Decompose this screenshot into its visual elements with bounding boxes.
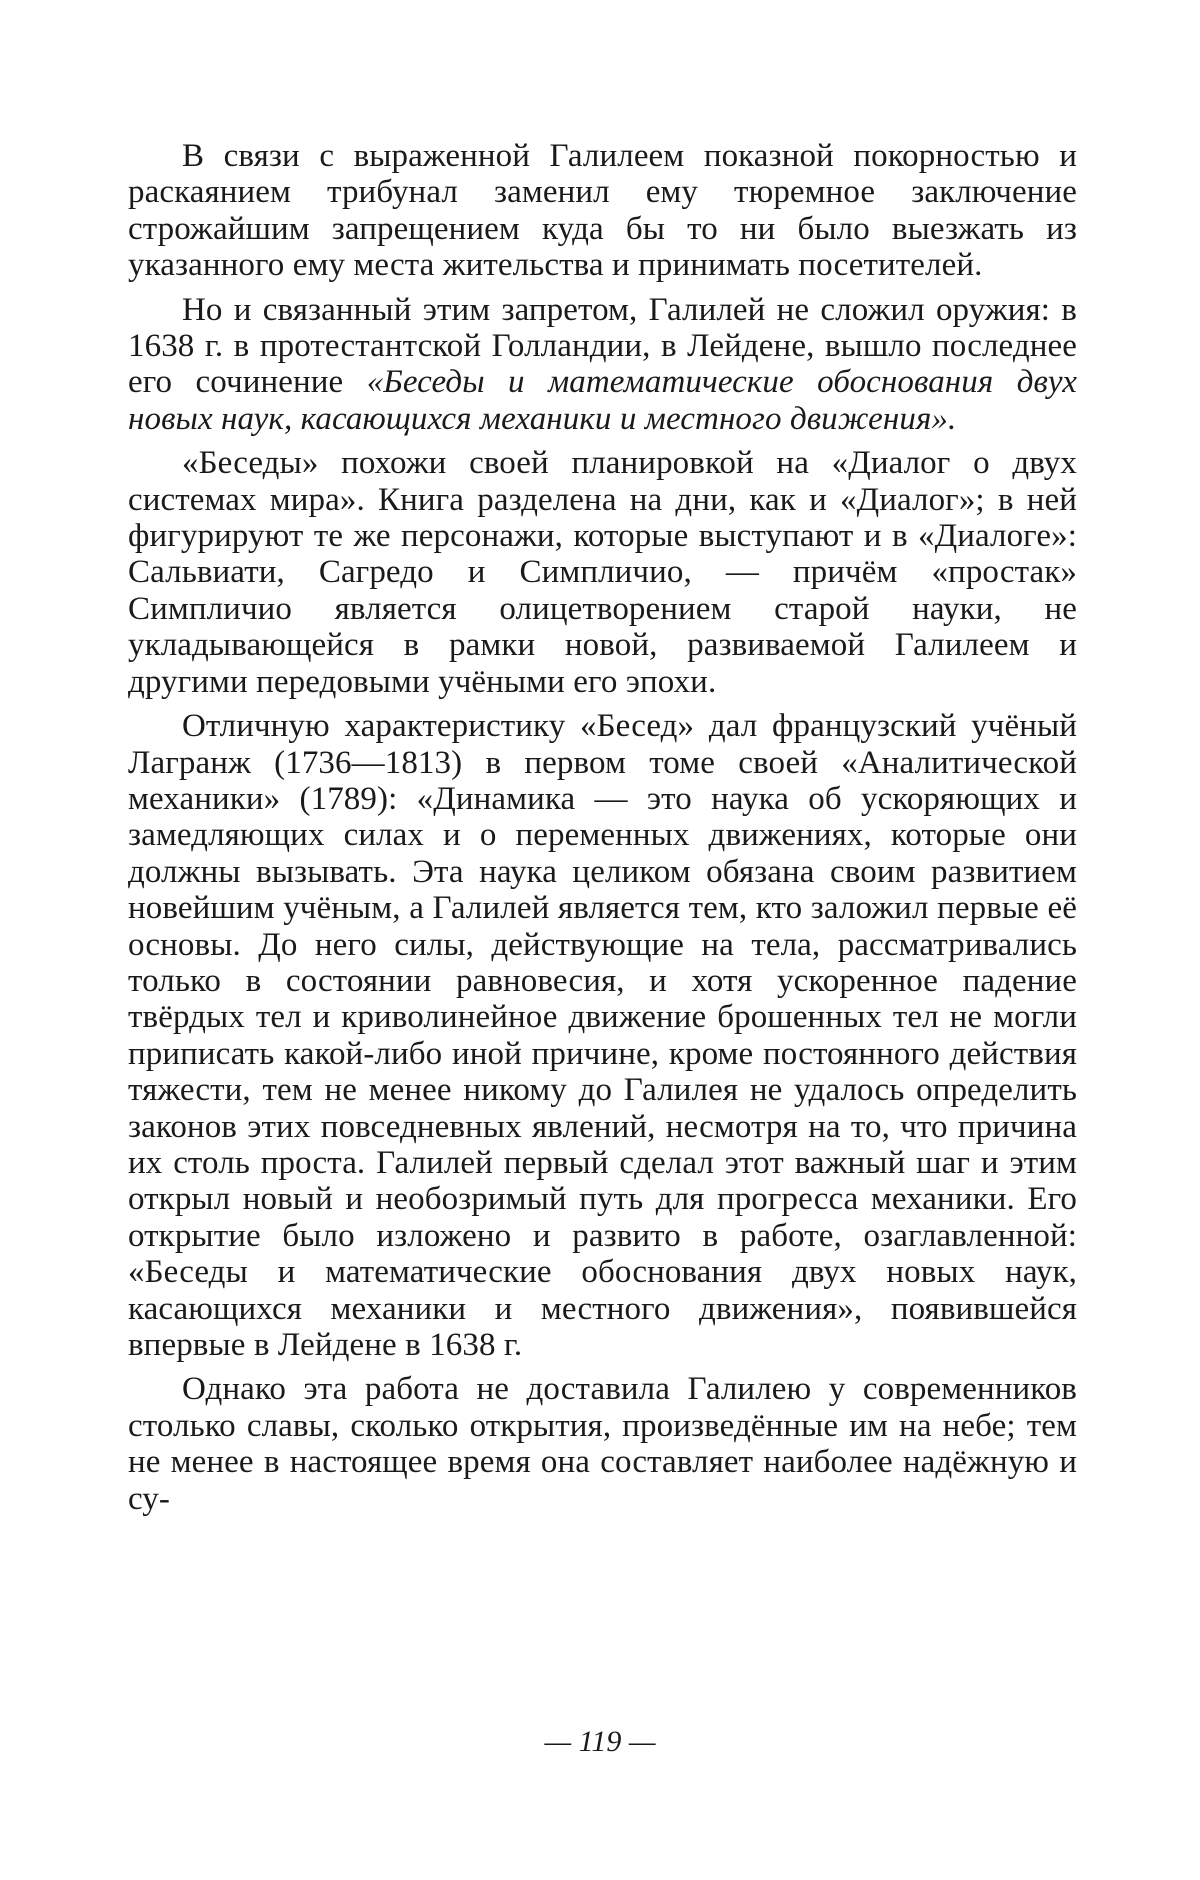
paragraph-3-text: «Беседы» похожи своей планировкой на «Диалог о двух системах мира». Книга разделена на дни, как и «Диалог»; в ней фигурируют те же персонажи, которые выступают и в «Диалоге»: Сальвиати, Сагредо и Симпличио, — причём «простак» Симпличио является олицетворением старой науки, не укладывающейся в рамки новой, развиваемой Галилеем и другими передовыми учёными его эпохи.	[128, 445, 1077, 700]
paragraph-4	[128, 708, 1077, 1363]
paragraph-4-text: Отличную характеристику «Бесед» дал французский учёный Лагранж (1736—1813) в первом томе своей «Аналитической механики» (1789): «Динамика — это наука об ускоряющих и замедляющих силах и о переменных движениях, которые они должны вызывать. Эта наука целиком обязана своим развитием новейшим учёным, а Галилей является тем, кто заложил первые её основы. До него силы, действующие на тела, рассматривались только в состоянии равновесия, и хотя ускоренное падение твёрдых тел и криволинейное движение брошенных тел не могли приписать какой-либо иной причине, кроме постоянного действия тяжести, тем не менее никому до Галилея не удалось определить законов этих повседневных явлений, несмотря на то, что причина их столь проста. Галилей первый сделал этот важный шаг и этим открыл новый и необозримый путь для прогресса механики. Его открытие было изложено и развито в работе, озаглавленной: «Беседы и математические обоснования двух новых наук, касающихся механики и местного движения», появившейся впервые в Лейдене в 1638 г.	[128, 708, 1077, 1363]
body-text	[128, 138, 1077, 1525]
book-title-italic: «Беседы и математические обоснования двух новых наук, касающихся механики и местного движения».	[128, 364, 1077, 437]
paragraph-3	[128, 445, 1077, 700]
paragraph-1-text: В связи с выраженной Галилеем показной покорностью и раскаянием трибунал заменил ему тюремное заключение строжайшим запрещением куда бы то ни было выезжать из указанного ему места жительства и принимать посетителей.	[128, 138, 1077, 284]
paragraph-5-text: Однако эта работа не доставила Галилею у современников столько славы, сколько открытия, произведённые им на небе; тем не менее в настоящее время она составляет наиболее надёжную и су-	[128, 1371, 1077, 1517]
paragraph-5	[128, 1371, 1077, 1517]
page-number: — 119 —	[544, 1725, 656, 1758]
paragraph-2	[128, 292, 1077, 438]
paragraph-2-text: Но и связанный этим запретом, Галилей не сложил оружия: в 1638 г. в протестантской Голландии, в Лейдене, вышло последнее его сочинение	[128, 291, 1077, 401]
paragraph-1	[128, 138, 1077, 284]
